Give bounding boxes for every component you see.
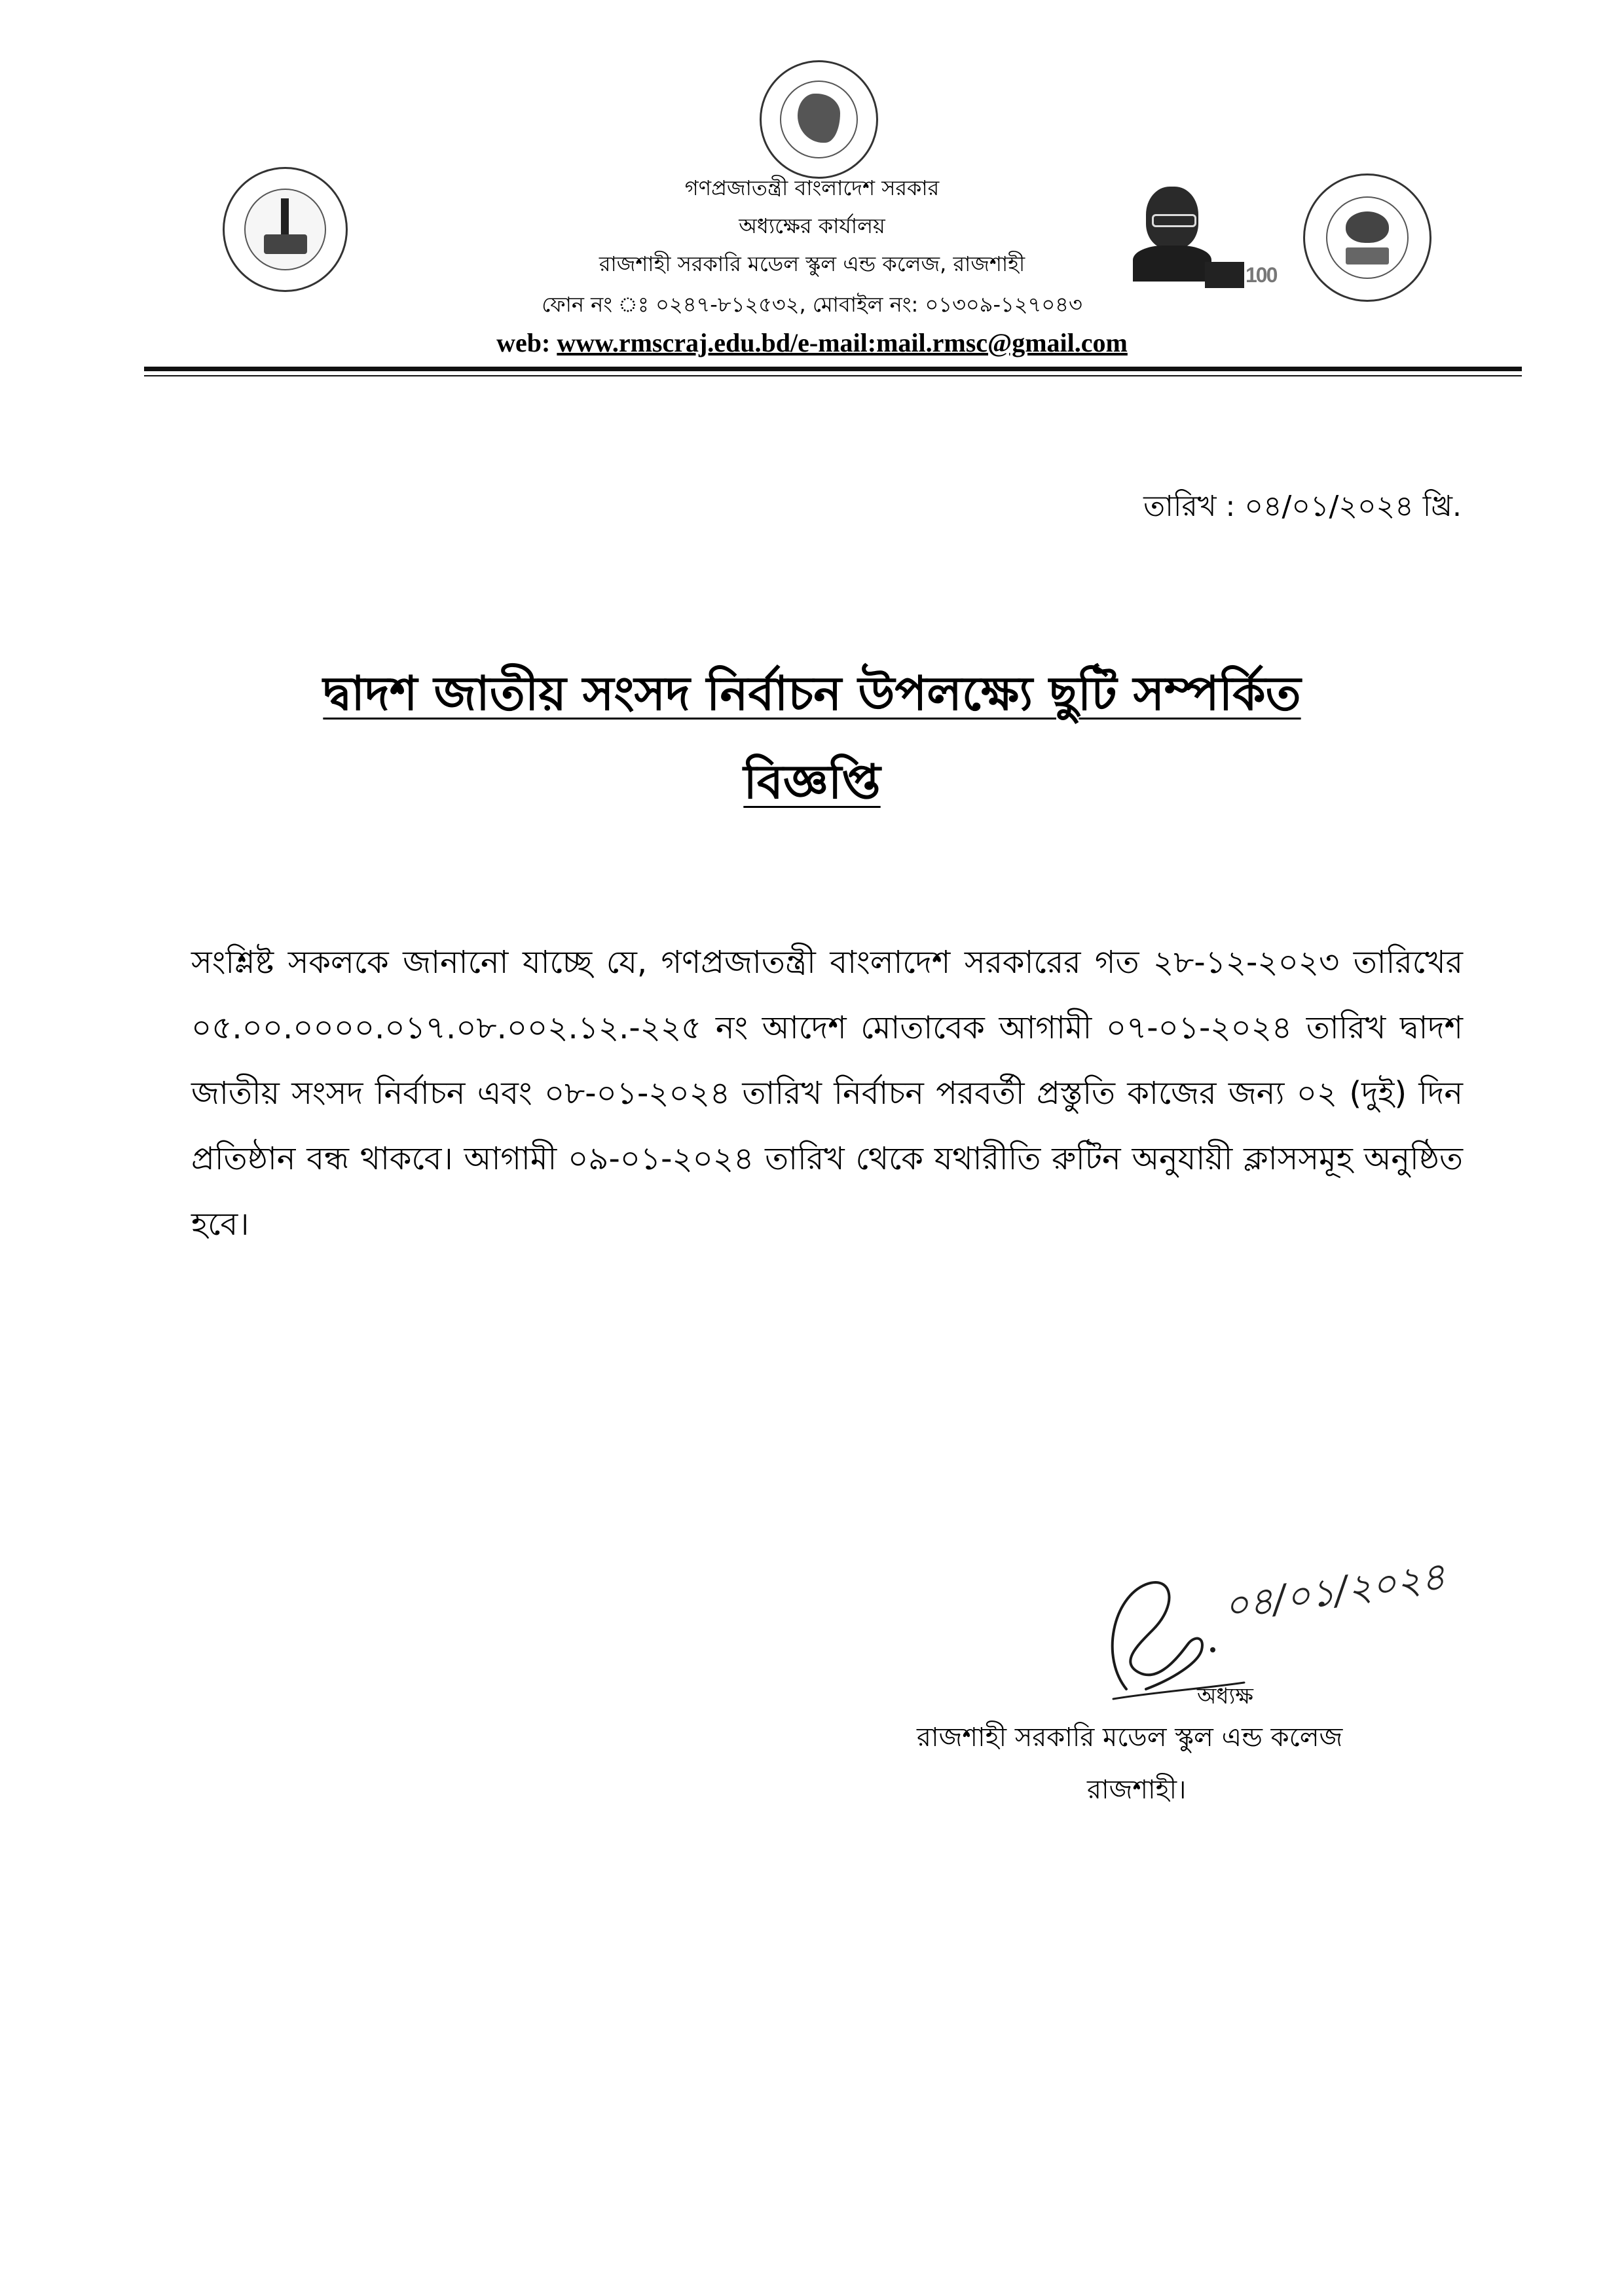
header-divider-thin [144,375,1522,376]
header-divider-thick [144,367,1522,371]
mujib-100-badge: 100 [1205,262,1280,288]
web-label: web: [496,328,557,357]
notice-title [0,658,1624,737]
notice-title-line1: দ্বাদশ জাতীয় সংসদ নির্বাচন উপলক্ষ্যে ছুটি সম্পর্কিত [323,666,1301,721]
web-email-line [0,327,1624,358]
signatory-city: রাজশাহী। [1087,1775,1187,1805]
government-name: গণপ্রজাতন্ত্রী বাংলাদেশ সরকার [684,175,940,200]
bangladesh-government-seal [760,60,878,179]
contact-phone: ফোন নং ঃ ০২৪৭-৮১২৫৩২, মোবাইল নং: ০১৩০৯-১২৭০৪৩ [542,292,1082,317]
notice-date: তারিখ : ০৪/০১/২০২৪ খ্রি. [1143,490,1462,523]
college-name-address: রাজশাহী সরকারি মডেল স্কুল এন্ড কলেজ, রাজশাহী [599,251,1025,276]
signatory-title: অধ্যক্ষ [1197,1683,1253,1709]
signatory-college: রাজশাহী সরকারি মডেল স্কুল এন্ড কলেজ [917,1722,1343,1753]
web-email-link[interactable]: www.rmscraj.edu.bd/e-mail:mail.rmsc@gmail.com [557,328,1128,357]
notice-title-line2: বিজ্ঞপ্তি [743,754,881,809]
office-name: অধ্যক্ষের কার্যালয় [739,213,885,238]
signature-date: ০৪/০১/২০২৪ [1221,1553,1449,1629]
notice-body: সংশ্লিষ্ট সকলকে জানানো যাচ্ছে যে, গণপ্রজাতন্ত্রী বাংলাদেশ সরকারের গত ২৮-১২-২০২৩ তারিখের ০৫.০০.০০০০.০১৭.০৮.০০২.১২.-২২৫ নং আদেশ মোতাবেক আগামী ০৭-০১-২০২৪ তারিখ দ্বাদশ জাতীয় সংসদ নির্বাচন এবং ০৮-০১-২০২৪ তারিখ নির্বাচন পরবর্তী প্রস্তুতি কাজের জন্য ০২ (দুই) দিন প্রতিষ্ঠান বন্ধ থাকবে। আগামী ০৯-০১-২০২৪ তারিখ থেকে যথারীতি রুটিন অনুযায়ী ক্লাসসমূহ অনুষ্ঠিত হবে। [191,944,1463,1243]
notice-heading [0,746,1624,825]
